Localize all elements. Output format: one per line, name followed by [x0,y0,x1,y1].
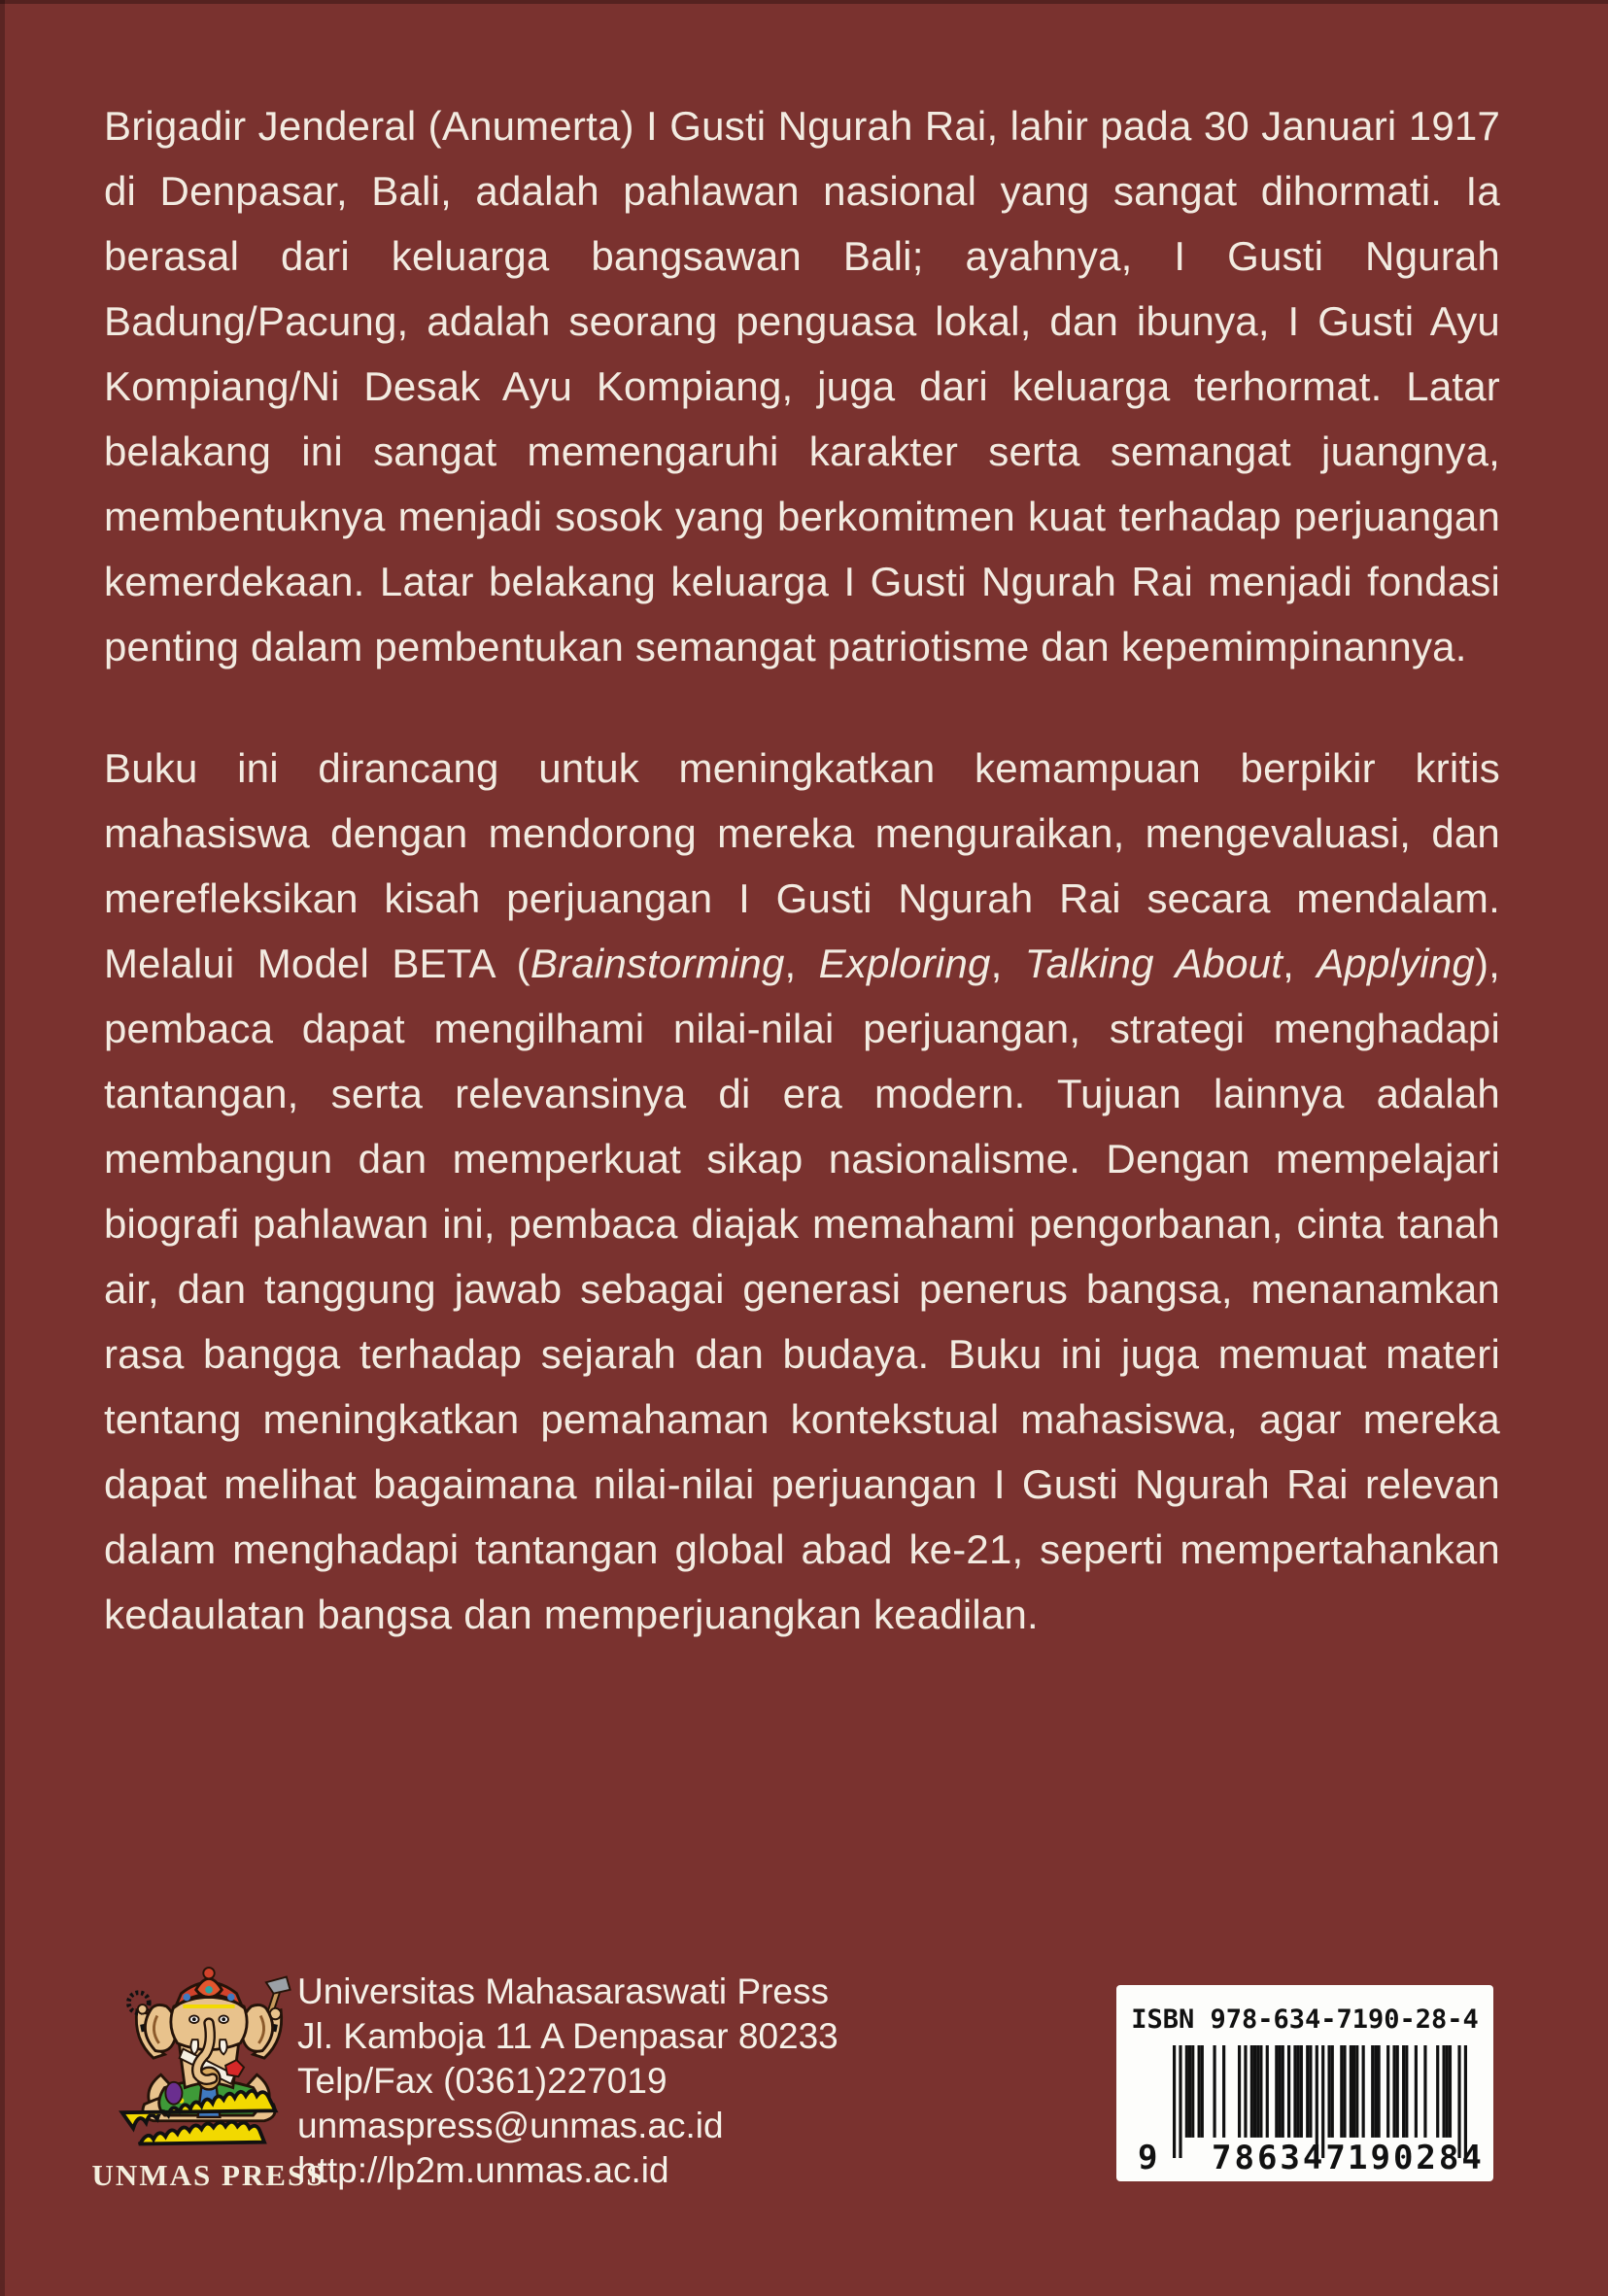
cover-top-edge-shadow [0,0,1608,4]
synopsis-text-block [104,93,1500,1647]
barcode-digits-row [1116,2139,1493,2177]
publisher-email: unmaspress@unmas.ac.id [297,2106,724,2145]
barcode-digits-right: 190284 [1348,2139,1485,2177]
footer-row [0,1938,1608,2230]
publisher-info-block [297,1970,838,2193]
publisher-address: Jl. Kamboja 11 A Denpasar 80233 [297,2016,838,2056]
synopsis-paragraph-1: Brigadir Jenderal (Anumerta) I Gusti Ngurah Rai, lahir pada 30 Januari 1917 di Denpasar, Bali, adalah pahlawan nasional yang sangat dihormati. Ia berasal dari keluarga bangsawan Bali; ayahnya, I Gusti Ngurah Badung/Pacung, adalah seorang penguasa lokal, dan ibunya, I Gusti Ayu Kompiang/Ni Desak Ayu Kompiang, juga dari keluarga terhormat. Latar belakang ini sangat memengaruhi karakter serta semangat juangnya, membentuknya menjadi sosok yang berkomitmen kuat terhadap perjuangan kemerdekaan. Latar belakang keluarga I Gusti Ngurah Rai menjadi fondasi penting dalam pembentukan semangat patriotisme dan kepemimpinannya. [104,103,1500,669]
publisher-name: Universitas Mahasaraswati Press [297,1971,829,2011]
barcode-digit-first: 9 [1138,2139,1158,2177]
publisher-logo-text: UNMAS PRESS [91,2158,325,2192]
isbn-barcode-panel [1116,1985,1493,2181]
publisher-website: http://lp2m.unmas.ac.id [297,2150,669,2190]
publisher-logo [91,1966,325,2192]
ganesha-logo-icon [117,1966,301,2156]
isbn-number-label: ISBN 978-634-7190-28-4 [1131,2005,1479,2035]
publisher-phone: Telp/Fax (0361)227019 [297,2061,667,2101]
synopsis-paragraph-2: Buku ini dirancang untuk meningkatkan kemampuan berpikir kritis mahasiswa dengan mendorong mereka menguraikan, mengevaluasi, dan merefleksikan kisah perjuangan I Gusti Ngurah Rai secara mendalam. Melalui Model BETA (Brainstorming, Exploring, Talking About, Applying), pembaca dapat mengilhami nilai-nilai perjuangan, strategi menghadapi tantangan, serta relevansinya di era modern. Tujuan lainnya adalah membangun dan memperkuat sikap nasionalisme. Dengan mempelajari biografi pahlawan ini, pembaca diajak memahami pengorbanan, cinta tanah air, dan tanggung jawab sebagai generasi penerus bangsa, menanamkan rasa bangga terhadap sejarah dan budaya. Buku ini juga memuat materi tentang meningkatkan pemahaman kontekstual mahasiswa, agar mereka dapat melihat bagaimana nilai-nilai perjuangan I Gusti Ngurah Rai relevan dalam menghadapi tantangan global abad ke-21, seperti mempertahankan kedaulatan bangsa dan memperjuangkan keadilan. [104,745,1500,1637]
barcode-digits-left: 786347 [1212,2139,1349,2177]
